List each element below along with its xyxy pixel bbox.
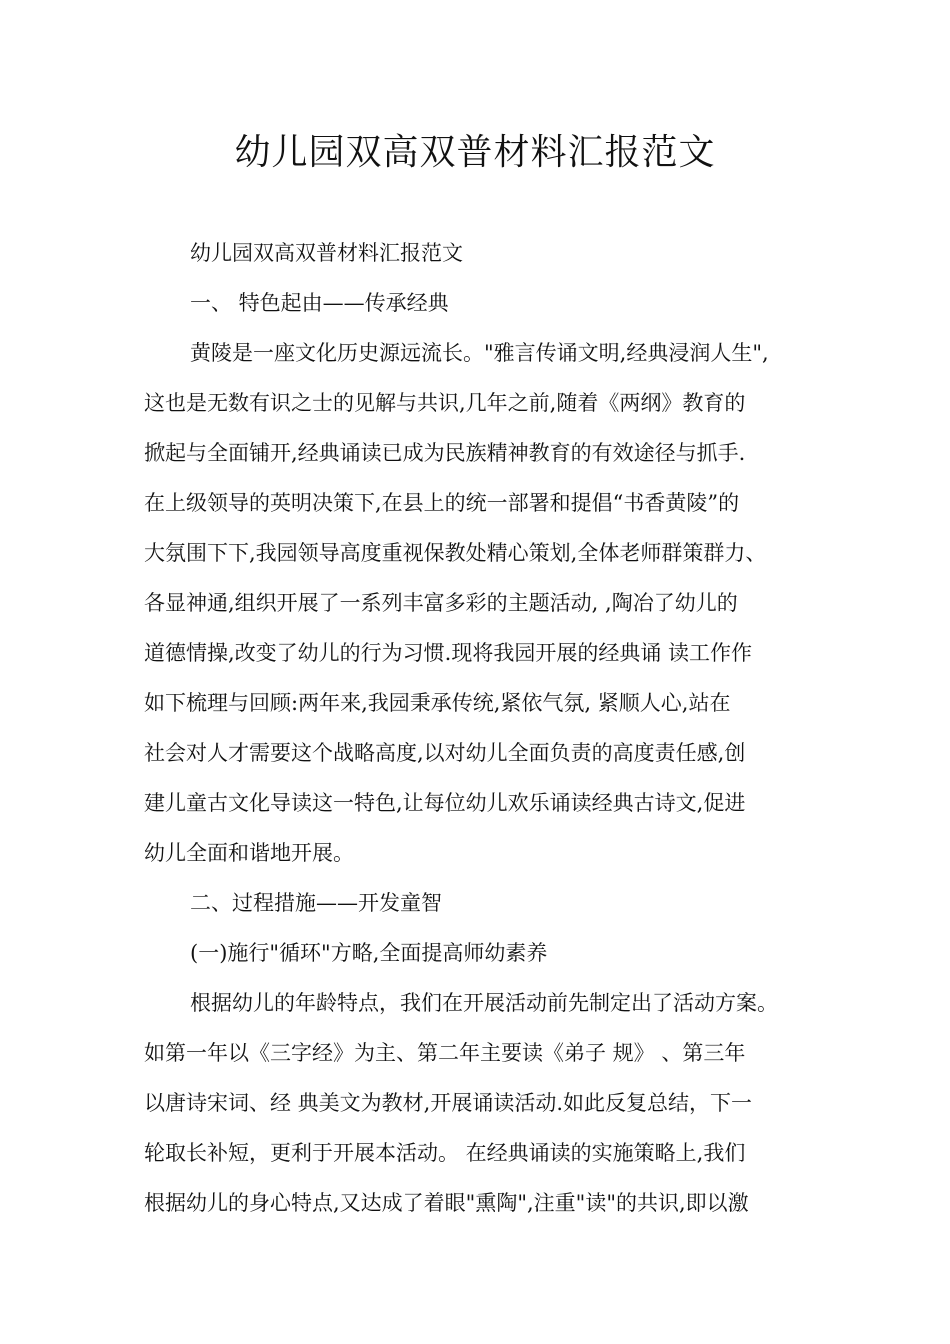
section-heading: 一、 特色起由——传承经典: [190, 291, 449, 315]
body-line: 根据幼儿的身心特点,又达成了着眼"熏陶",注重"读"的共识,即以激: [144, 1191, 749, 1215]
document-title: 幼儿园双高双普材料汇报范文: [234, 132, 716, 173]
body-line: 幼儿园双高双普材料汇报范文: [190, 241, 463, 265]
document-body: [144, 228, 824, 1228]
body-line: 黄陵是一座文化历史源远流长。"雅言传诵文明,经典浸润人生",: [190, 341, 769, 365]
body-line: 在上级领导的英明决策下,在县上的统一部署和提倡“书香黄陵”的: [144, 491, 740, 515]
section-heading: 二、过程措施——开发童智: [190, 891, 442, 915]
subsection-heading: (一)施行"循环"方略,全面提高师幼素养: [190, 941, 548, 965]
body-line: 以唐诗宋词、经 典美文为教材,开展诵读活动.如此反复总结，下一: [144, 1091, 753, 1115]
body-line: 各显神通,组织开展了一系列丰富多彩的主题活动, ,陶冶了幼儿的: [144, 591, 738, 615]
body-line: 建儿童古文化导读这一特色,让每位幼儿欢乐诵读经典古诗文,促进: [144, 791, 746, 815]
body-line: 社会对人才需要这个战略高度,以对幼儿全面负责的高度责任感,创: [144, 741, 746, 765]
body-line: 根据幼儿的年龄特点，我们在开展活动前先制定出了活动方案。: [190, 991, 778, 1015]
body-line: 如下梳理与回顾:两年来,我园秉承传统,紧依气氛, 紧顺人心,站在: [144, 691, 731, 715]
body-line: 这也是无数有识之士的见解与共识,几年之前,随着《两纲》教育的: [144, 391, 746, 415]
body-line: 轮取长补短，更利于开展本活动。 在经典诵读的实施策略上,我们: [144, 1141, 746, 1165]
body-line: 道德情操,改变了幼儿的行为习惯.现将我园开展的经典诵 读工作作: [144, 641, 753, 665]
body-line: 掀起与全面铺开,经典诵读已成为民族精神教育的有效途径与抓手.: [144, 441, 746, 465]
body-line: 大氛围下下,我园领导高度重视保教处精心策划,全体老师群策群力、: [144, 541, 767, 565]
body-line: 如第一年以《三字经》为主、第二年主要读《弟子 规》 、第三年: [144, 1041, 746, 1065]
body-line: 幼儿全面和谐地开展。: [144, 841, 354, 865]
